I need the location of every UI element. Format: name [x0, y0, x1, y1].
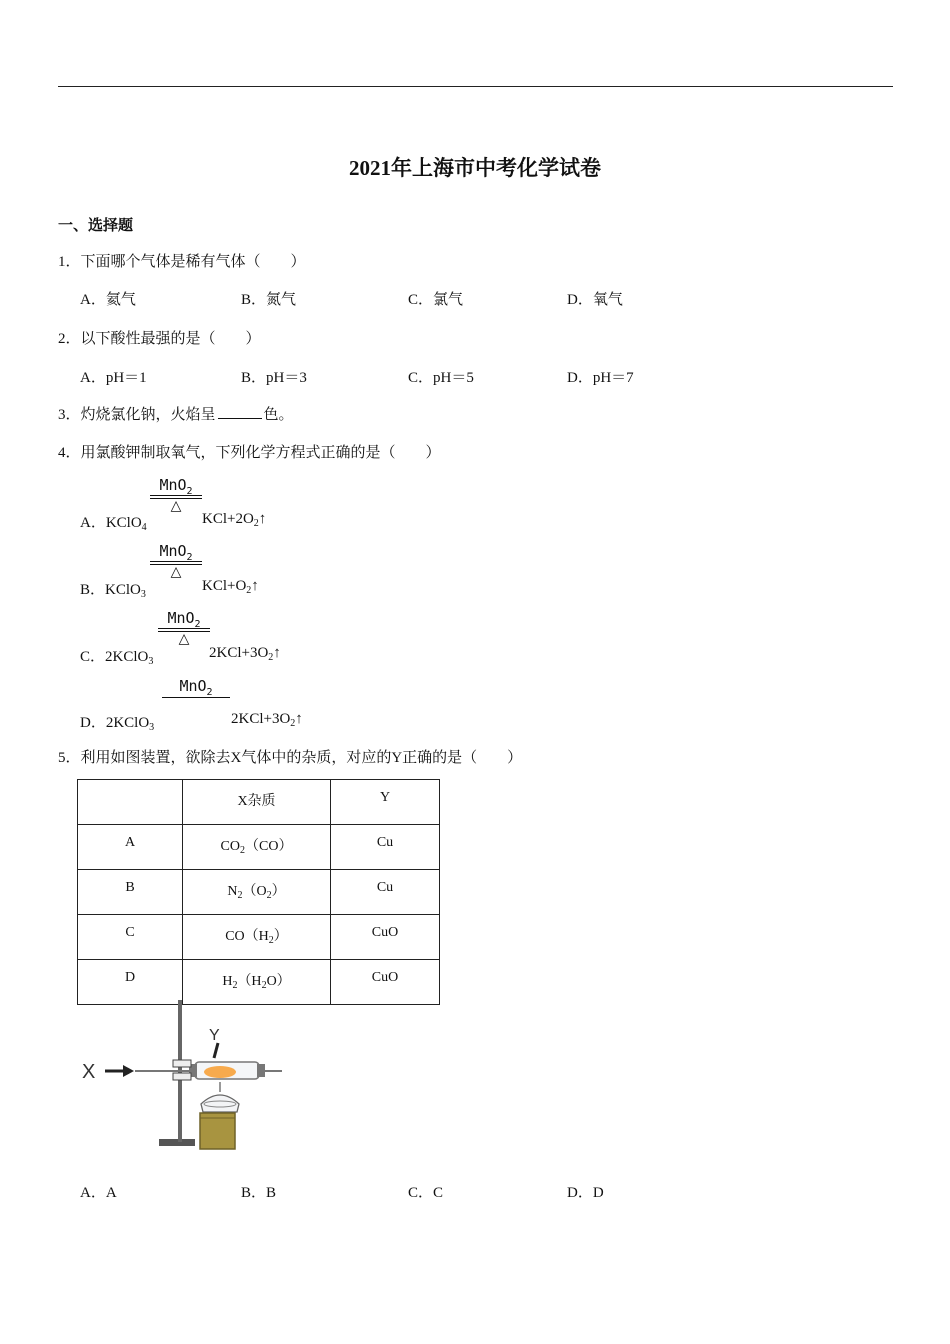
q5-table	[77, 779, 440, 1005]
clamp-upper	[173, 1060, 191, 1067]
table-cell-y: Cu	[331, 870, 440, 915]
q4-option-b-right: $KCl+O_2↑$	[202, 578, 259, 596]
q4c-heat-symbol: △	[178, 631, 190, 647]
table-cell-y: CuO	[331, 960, 440, 1005]
question-2-stem: 2．以下酸性最强的是（ ）	[58, 331, 261, 347]
q1-option-b: B．氮气	[241, 292, 297, 308]
table-cell-x: $CO_2(CO)$	[183, 825, 331, 870]
q4b-heat-symbol: △	[170, 564, 182, 580]
table-header-cell	[78, 780, 183, 825]
x-label: X	[82, 1061, 96, 1083]
stopper-right	[257, 1064, 265, 1077]
stand-base	[159, 1139, 195, 1146]
q4-option-a-right: $KCl+2O_2↑$	[202, 511, 267, 529]
q4d-catalyst: MnO$_2$	[179, 677, 213, 698]
q4c-reaction-condition	[158, 610, 210, 647]
q5-option-d: D．D	[567, 1185, 604, 1201]
table-cell-y: Cu	[331, 825, 440, 870]
header-rule	[58, 86, 893, 87]
q5-option-a: A．A	[80, 1185, 117, 1201]
question-3-stem	[58, 403, 294, 424]
table-header-row	[78, 780, 440, 825]
q4-option-c-left: C．2KClO$_3$	[80, 649, 154, 667]
q3-text-after: 色。	[263, 407, 294, 423]
table-cell-x: $CO(H_2)$	[183, 915, 331, 960]
q2-option-a: A．pH＝1	[80, 370, 147, 386]
q4c-catalyst: MnO$_2$	[167, 609, 201, 630]
y-pointer	[214, 1043, 218, 1058]
table-header-cell: Y	[331, 780, 440, 825]
table-header-cell: X杂质	[183, 780, 331, 825]
clamp-lower	[173, 1073, 191, 1080]
table-row	[78, 825, 440, 870]
q1-option-a: A．氦气	[80, 292, 136, 308]
heated-sample	[204, 1066, 236, 1078]
q3-text-before: 3．灼烧氯化钠，火焰呈	[58, 407, 216, 423]
apparatus-figure	[77, 998, 292, 1156]
table-cell-x: $H_2(H_2O)$	[183, 960, 331, 1005]
q4a-reaction-condition	[150, 477, 202, 514]
question-5-stem: 5．利用如图装置，欲除去X气体中的杂质，对应的Y正确的是（ ）	[58, 750, 523, 766]
q1-option-d: D．氧气	[567, 292, 623, 308]
q4-option-d-left: D．2KClO$_3$	[80, 715, 155, 733]
table-row	[78, 915, 440, 960]
q4a-catalyst: MnO$_2$	[159, 476, 193, 497]
table-cell-key: C	[78, 915, 183, 960]
q2-option-d: D．pH＝7	[567, 370, 634, 386]
page-title: 2021年上海市中考化学试卷	[349, 156, 601, 180]
q4b-catalyst: MnO$_2$	[159, 542, 193, 563]
section-heading: 一、选择题	[58, 218, 134, 234]
q4d-reaction-condition	[162, 678, 230, 698]
q5-option-c: C．C	[408, 1185, 444, 1201]
table-row	[78, 870, 440, 915]
q1-option-c: C．氯气	[408, 292, 464, 308]
q4-option-c-right: $2KCl+3O_2↑$	[209, 645, 281, 663]
table-cell-x: $N_2(O_2)$	[183, 870, 331, 915]
q5-option-b: B．B	[241, 1185, 277, 1201]
alcohol-lamp-icon	[201, 1082, 239, 1112]
q4b-reaction-condition	[150, 543, 202, 580]
q3-blank	[218, 406, 262, 419]
q4d-line	[162, 697, 230, 698]
table-cell-key: A	[78, 825, 183, 870]
question-1-stem: 1．下面哪个气体是稀有气体（ ）	[58, 254, 306, 270]
gas-arrow-icon	[105, 1065, 134, 1077]
q4-option-a-left: A．KClO$_4$	[80, 515, 147, 533]
q4a-heat-symbol: △	[170, 498, 182, 514]
y-label: Y	[209, 1027, 220, 1044]
q4-option-b-left: B．KClO$_3$	[80, 582, 146, 600]
table-cell-y: CuO	[331, 915, 440, 960]
table-cell-key: B	[78, 870, 183, 915]
q2-option-b: B．pH＝3	[241, 370, 307, 386]
question-4-stem: 4．用氯酸钾制取氧气，下列化学方程式正确的是（ ）	[58, 445, 441, 461]
q4-option-d-right: $2KCl+3O_2↑$	[231, 711, 303, 729]
table-cell-key: D	[78, 960, 183, 1005]
q2-option-c: C．pH＝5	[408, 370, 474, 386]
